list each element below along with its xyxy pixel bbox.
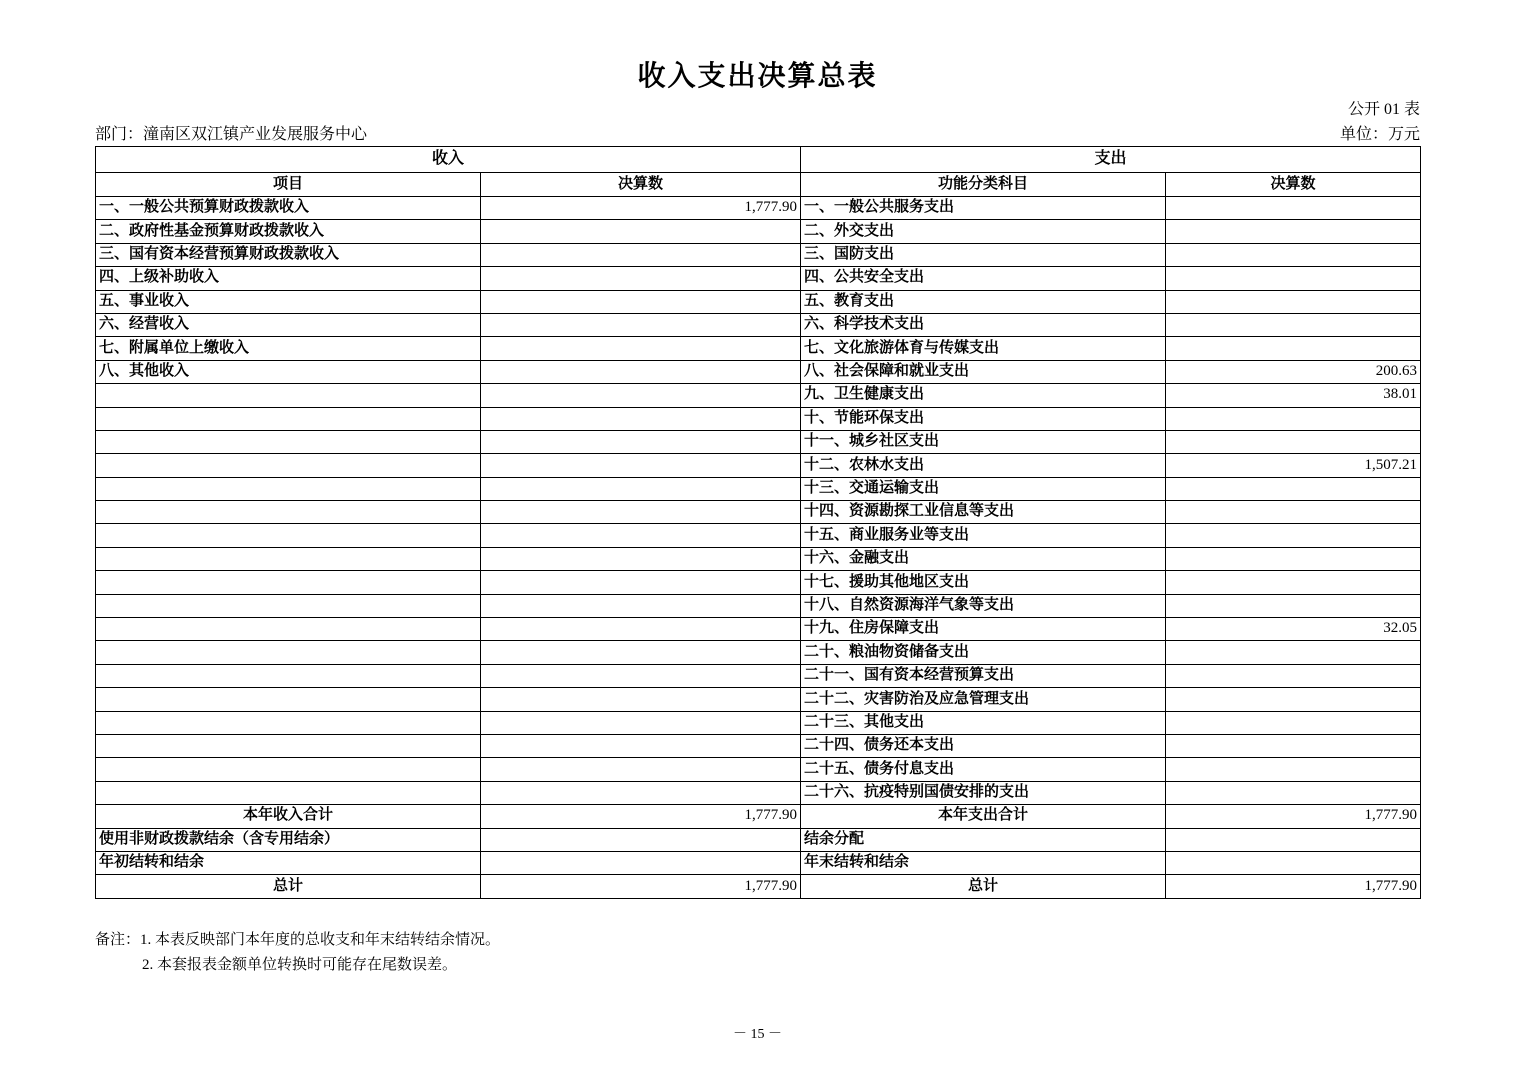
page-title: 收入支出决算总表 (637, 61, 878, 92)
table-row (96, 664, 1421, 687)
table-row (96, 220, 1421, 243)
income-item-cell: 六、经营收入 (96, 313, 481, 336)
income-item-cell: 二、政府性基金预算财政拨款收入 (96, 220, 481, 243)
income-item-cell (96, 430, 481, 453)
expense-item-cell: 十二、农林水支出 (801, 454, 1166, 477)
income-item-cell: 四、上级补助收入 (96, 267, 481, 290)
table-row (96, 734, 1421, 757)
income-amount-cell (481, 407, 801, 430)
income-item-cell: 七、附属单位上缴收入 (96, 337, 481, 360)
expense-amount-cell (1166, 734, 1421, 757)
income-item-cell (96, 571, 481, 594)
expense-amount-cell (1166, 407, 1421, 430)
note-line (95, 928, 500, 953)
expense-amount-cell (1166, 828, 1421, 851)
income-item-cell (96, 734, 481, 757)
expense-amount-cell: 32.05 (1166, 618, 1421, 641)
expense-amount-cell (1166, 337, 1421, 360)
income-item-cell (96, 618, 481, 641)
expense-item-cell: 八、社会保障和就业支出 (801, 360, 1166, 383)
expense-section-header: 支出 (801, 147, 1421, 173)
table-row (96, 618, 1421, 641)
income-amount-cell (481, 618, 801, 641)
expense-item-cell: 十八、自然资源海洋气象等支出 (801, 594, 1166, 617)
income-item-cell (96, 594, 481, 617)
column-header-row (96, 173, 1421, 197)
table-row (96, 501, 1421, 524)
table-row (96, 477, 1421, 500)
expense-amount-cell: 1,777.90 (1166, 875, 1421, 898)
income-item-cell: 一、一般公共预算财政拨款收入 (96, 197, 481, 220)
budget-summary-table (95, 146, 1421, 899)
summary-row (96, 805, 1421, 828)
expense-amount-cell (1166, 571, 1421, 594)
expense-item-cell: 二十四、债务还本支出 (801, 734, 1166, 757)
income-amount-cell (481, 337, 801, 360)
expense-item-cell: 本年支出合计 (801, 805, 1166, 828)
expense-item-cell: 二十一、国有资本经营预算支出 (801, 664, 1166, 687)
expense-item-cell: 十、节能环保支出 (801, 407, 1166, 430)
income-item-cell (96, 524, 481, 547)
expense-item-column-header: 功能分类科目 (801, 173, 1166, 197)
income-item-cell (96, 758, 481, 781)
income-amount-cell (481, 454, 801, 477)
expense-amount-cell (1166, 313, 1421, 336)
expense-amount-cell (1166, 524, 1421, 547)
income-amount-cell (481, 688, 801, 711)
summary-row (96, 875, 1421, 898)
table-row (96, 197, 1421, 220)
expense-amount-cell (1166, 594, 1421, 617)
income-item-cell: 年初结转和结余 (96, 851, 481, 874)
income-item-cell: 五、事业收入 (96, 290, 481, 313)
table-code-label: 公开 01 表 (1347, 101, 1420, 118)
income-amount-cell (481, 477, 801, 500)
income-item-cell (96, 407, 481, 430)
expense-item-cell: 四、公共安全支出 (801, 267, 1166, 290)
section-header-row (96, 147, 1421, 173)
income-item-cell (96, 454, 481, 477)
expense-amount-cell (1166, 851, 1421, 874)
expense-item-cell: 总计 (801, 875, 1166, 898)
income-amount-cell (481, 360, 801, 383)
income-item-cell (96, 641, 481, 664)
expense-item-cell: 十六、金融支出 (801, 547, 1166, 570)
income-amount-cell (481, 430, 801, 453)
table-row (96, 594, 1421, 617)
income-item-cell (96, 781, 481, 804)
income-amount-cell (481, 641, 801, 664)
income-item-cell (96, 501, 481, 524)
income-amount-column-header: 决算数 (481, 173, 801, 197)
expense-item-cell: 十七、援助其他地区支出 (801, 571, 1166, 594)
income-amount-cell (481, 524, 801, 547)
expense-amount-column-header: 决算数 (1166, 173, 1421, 197)
income-item-cell: 使用非财政拨款结余（含专用结余） (96, 828, 481, 851)
expense-item-cell: 二十五、债务付息支出 (801, 758, 1166, 781)
table-row (96, 313, 1421, 336)
table-row (96, 454, 1421, 477)
note-text-1: 1. 本表反映部门本年度的总收支和年末结转结余情况。 (140, 932, 501, 948)
expense-amount-cell: 1,507.21 (1166, 454, 1421, 477)
income-amount-cell (481, 664, 801, 687)
income-amount-cell: 1,777.90 (481, 875, 801, 898)
income-item-column-header: 项目 (96, 173, 481, 197)
income-item-cell (96, 547, 481, 570)
table-row (96, 430, 1421, 453)
expense-amount-cell (1166, 501, 1421, 524)
expense-amount-cell (1166, 220, 1421, 243)
expense-amount-cell (1166, 243, 1421, 266)
expense-amount-cell (1166, 290, 1421, 313)
notes-label: 备注： (95, 932, 141, 948)
table-row (96, 547, 1421, 570)
expense-item-cell: 十一、城乡社区支出 (801, 430, 1166, 453)
income-amount-cell (481, 594, 801, 617)
expense-item-cell: 三、国防支出 (801, 243, 1166, 266)
income-item-cell (96, 477, 481, 500)
expense-item-cell: 十三、交通运输支出 (801, 477, 1166, 500)
note-text-2: 2. 本套报表金额单位转换时可能存在尾数误差。 (142, 957, 458, 973)
income-amount-cell (481, 571, 801, 594)
expense-item-cell: 九、卫生健康支出 (801, 384, 1166, 407)
table-row (96, 781, 1421, 804)
page-number: － 15 － (733, 1027, 782, 1042)
summary-row (96, 828, 1421, 851)
income-amount-cell (481, 313, 801, 336)
income-item-cell (96, 384, 481, 407)
income-amount-cell (481, 290, 801, 313)
expense-amount-cell (1166, 197, 1421, 220)
note-line (95, 953, 500, 978)
income-item-cell: 三、国有资本经营预算财政拨款收入 (96, 243, 481, 266)
income-amount-cell (481, 781, 801, 804)
table-row (96, 758, 1421, 781)
table-row (96, 243, 1421, 266)
expense-item-cell: 二十、粮油物资储备支出 (801, 641, 1166, 664)
expense-item-cell: 结余分配 (801, 828, 1166, 851)
expense-item-cell: 五、教育支出 (801, 290, 1166, 313)
table-row (96, 711, 1421, 734)
expense-amount-cell (1166, 641, 1421, 664)
income-amount-cell (481, 547, 801, 570)
income-amount-cell (481, 243, 801, 266)
table-row (96, 407, 1421, 430)
table-row (96, 290, 1421, 313)
expense-amount-cell (1166, 688, 1421, 711)
expense-amount-cell (1166, 430, 1421, 453)
expense-item-cell: 二十三、其他支出 (801, 711, 1166, 734)
income-item-cell: 总计 (96, 875, 481, 898)
table-row (96, 688, 1421, 711)
income-item-cell: 本年收入合计 (96, 805, 481, 828)
summary-row (96, 851, 1421, 874)
expense-amount-cell (1166, 711, 1421, 734)
income-amount-cell (481, 711, 801, 734)
unit-label: 单位：万元 (1339, 126, 1420, 143)
table-row (96, 384, 1421, 407)
expense-amount-cell (1166, 781, 1421, 804)
income-amount-cell (481, 851, 801, 874)
income-amount-cell (481, 220, 801, 243)
table-row (96, 267, 1421, 290)
expense-item-cell: 一、一般公共服务支出 (801, 197, 1166, 220)
expense-amount-cell (1166, 267, 1421, 290)
expense-item-cell: 年末结转和结余 (801, 851, 1166, 874)
income-amount-cell: 1,777.90 (481, 805, 801, 828)
expense-item-cell: 七、文化旅游体育与传媒支出 (801, 337, 1166, 360)
table-row (96, 337, 1421, 360)
expense-amount-cell (1166, 664, 1421, 687)
table-row (96, 641, 1421, 664)
income-amount-cell: 1,777.90 (481, 197, 801, 220)
income-item-cell (96, 688, 481, 711)
expense-amount-cell: 38.01 (1166, 384, 1421, 407)
expense-item-cell: 二十二、灾害防治及应急管理支出 (801, 688, 1166, 711)
expense-amount-cell: 1,777.90 (1166, 805, 1421, 828)
meta-row (95, 121, 1420, 144)
expense-item-cell: 十四、资源勘探工业信息等支出 (801, 501, 1166, 524)
table-row (96, 524, 1421, 547)
income-amount-cell (481, 758, 801, 781)
expense-item-cell: 十五、商业服务业等支出 (801, 524, 1166, 547)
expense-item-cell: 二、外交支出 (801, 220, 1166, 243)
income-item-cell: 八、其他收入 (96, 360, 481, 383)
income-amount-cell (481, 828, 801, 851)
table-row (96, 360, 1421, 383)
income-amount-cell (481, 267, 801, 290)
income-amount-cell (481, 384, 801, 407)
expense-amount-cell (1166, 758, 1421, 781)
expense-amount-cell (1166, 477, 1421, 500)
expense-item-cell: 二十六、抗疫特别国债安排的支出 (801, 781, 1166, 804)
expense-item-cell: 六、科学技术支出 (801, 313, 1166, 336)
income-amount-cell (481, 734, 801, 757)
expense-item-cell: 十九、住房保障支出 (801, 618, 1166, 641)
income-amount-cell (481, 501, 801, 524)
expense-amount-cell (1166, 547, 1421, 570)
expense-amount-cell: 200.63 (1166, 360, 1421, 383)
notes (95, 928, 500, 978)
table-row (96, 571, 1421, 594)
income-section-header: 收入 (96, 147, 801, 173)
income-item-cell (96, 711, 481, 734)
income-item-cell (96, 664, 481, 687)
department-label: 部门：潼南区双江镇产业发展服务中心 (95, 126, 368, 143)
